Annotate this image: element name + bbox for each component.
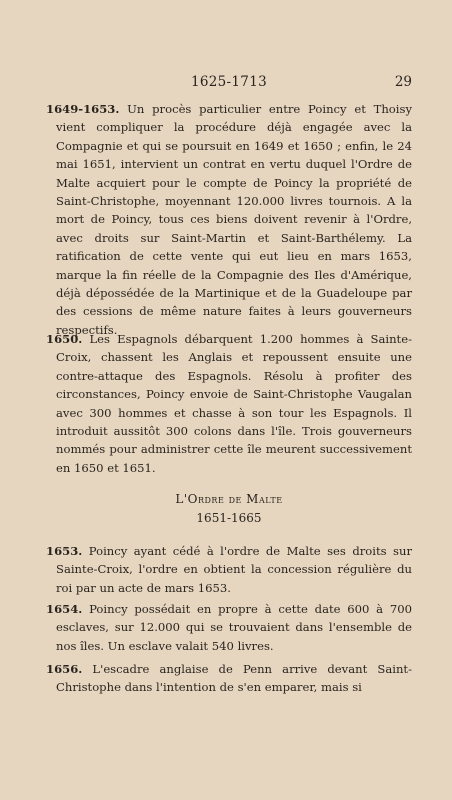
chronology-entry-1654 xyxy=(46,600,412,655)
entry-text: Un procès particulier entre Poincy et Thoisy vient compliquer la procédure déjà engagée avec la Compagnie et qui se poursuit en 1649 et 1650 ; enfin, le 24 mai 1651, intervient un contrat en vertu duquel l'Ordre de Malte acquiert pour le compte de Poincy la propriété de Saint-Christophe, moyennant 120.000 livres tournois. A la mort de Poincy, tous ces biens doivent revenir à l'Ordre, avec droits sur Saint-Martin et Saint-Barthélemy. La ratification de cette vente qui eut lieu en mars 1653, marque la fin réelle de la Compagnie des Iles d'Amérique, déjà dépossédée de la Martinique et de la Guadeloupe par des cessions de même nature faites à leurs gouverneurs respectifs. xyxy=(56,102,412,337)
entry-text: Les Espagnols débarquent 1.200 hommes à Sainte-Croix, chassent les Anglais et repoussent ensuite une contre-attaque des Espagnols. Résolu à profiter des circonstances, Poincy envoie de Saint-Christophe Vaugalan avec 300 hommes et chasse à son tour les Espagnols. Il introduit aussitôt 300 colons dans l'île. Trois gouverneurs nommés pour administrer cette île meurent successivement en 1650 et 1651. xyxy=(56,332,412,475)
entry-text: Poincy possédait en propre à cette date 600 à 700 esclaves, sur 12.000 qui se trouvaient dans l'ensemble de nos îles. Un esclave valait 540 livres. xyxy=(56,602,412,653)
entry-year: 1649-1653. xyxy=(46,102,120,116)
section-heading xyxy=(46,492,412,506)
chronology-entry-1656 xyxy=(46,660,412,697)
section-dates: 1651-1665 xyxy=(196,511,262,525)
entry-text: L'escadre anglaise de Penn arrive devant Saint-Christophe dans l'intention de s'en emparer, mais si xyxy=(56,662,412,695)
entry-year: 1650. xyxy=(46,332,83,346)
entry-year: 1654. xyxy=(46,602,83,616)
page-number: 29 xyxy=(394,74,412,90)
chronology-entry-1653 xyxy=(46,542,412,597)
entry-text: Poincy ayant cédé à l'ordre de Malte ses droits sur Sainte-Croix, l'ordre en obtient la concession régulière du roi par un acte de mars 1653. xyxy=(56,544,412,595)
entry-year: 1653. xyxy=(46,544,83,558)
header-title: 1625-1713 xyxy=(191,74,267,90)
chronology-entry-1649 xyxy=(46,100,412,339)
chronology-entry-1650 xyxy=(46,330,412,477)
entry-year: 1656. xyxy=(46,662,83,676)
section-title: L'Ordre de Malte xyxy=(175,492,283,506)
running-header xyxy=(46,74,412,94)
